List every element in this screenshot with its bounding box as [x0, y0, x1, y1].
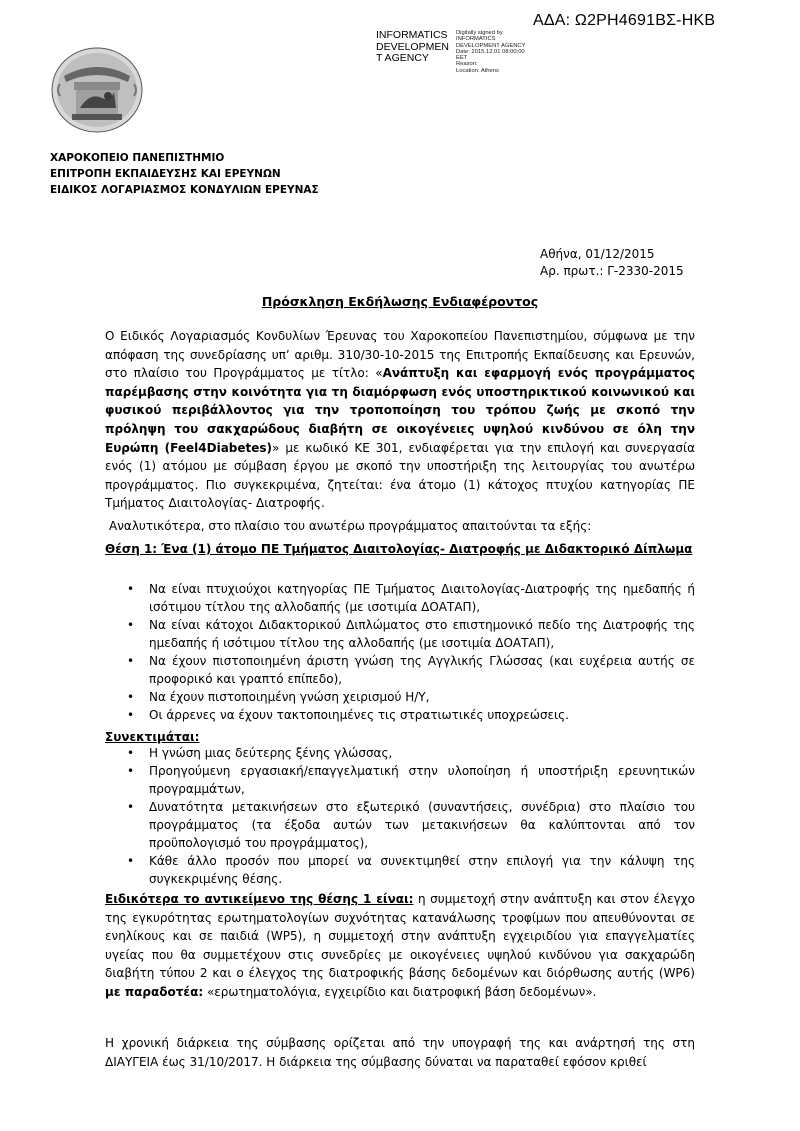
signature-meta-line: Date: 2015.12.01 08:00:00	[456, 48, 525, 55]
list-item: • Προηγούμενη εργασιακή/επαγγελματική στην υλοποίηση ή υποστήριξη ερευνητικών προγραμμάτων,	[149, 762, 695, 798]
university-logo-seal	[50, 46, 144, 134]
considered-list	[105, 744, 695, 888]
list-item: • Οι άρρενες να έχουν τακτοποιημένες τις στρατιωτικές υποχρεώσεις.	[149, 706, 695, 724]
signature-org-line: INFORMATICS	[376, 29, 448, 41]
committee-name: ΕΠΙΤΡΟΠΗ ΕΚΠΑΙΔΕΥΣΗΣ ΚΑΙ ΕΡΕΥΝΩΝ	[50, 168, 281, 180]
specifics-heading: Ειδικότερα το αντικείμενο της θέσης 1 είναι:	[105, 892, 414, 906]
list-item: • Να έχουν πιστοποιημένη άριστη γνώση της Αγγλικής Γλώσσας (και ευχέρεια αυτής σε προφορικό και γραπτό επίπεδο),	[149, 652, 695, 688]
analytic-line: Αναλυτικότερα, στο πλαίσιο του ανωτέρω προγράμματος απαιτούνται τα εξής:	[109, 519, 592, 533]
list-item: • Να έχουν πιστοποιημένη γνώση χειρισμού Η/Υ,	[149, 688, 695, 706]
duration-paragraph: Η χρονική διάρκεια της σύμβασης ορίζεται από την υπογραφή της και ανάρτησή της στη ΔΙΑΥΓΕΙΑ έως 31/10/2017. Η διάρκεια της σύμβασης δύναται να παραταθεί εφόσον κριθεί	[105, 1036, 695, 1069]
signature-meta-line: DEVELOPMENT AGENCY	[456, 42, 526, 49]
signature-meta-line: Reason:	[456, 61, 478, 68]
requirements-list	[105, 580, 695, 724]
position-heading: Θέση 1: Ένα (1) άτομο ΠΕ Τμήματος Διαιτολογίας- Διατροφής με Διδακτορικό Δίπλωμα	[105, 542, 693, 556]
signature-meta-line: Location: Athens	[456, 67, 499, 74]
institution-name: ΧΑΡΟΚΟΠΕΙΟ ΠΑΝΕΠΙΣΤΗΜΙΟ	[50, 152, 225, 164]
considered-heading: Συνεκτιμάται:	[105, 730, 200, 744]
date-line: Αθήνα, 01/12/2015	[540, 247, 655, 261]
deliverables-label: με παραδοτέα:	[105, 984, 204, 999]
intro-paragraph	[105, 327, 695, 513]
protocol-number: Αρ. πρωτ.: Γ-2330-2015	[540, 264, 684, 278]
institution-header	[50, 150, 319, 198]
account-name: ΕΙΔΙΚΟΣ ΛΟΓΑΡΙΑΣΜΟΣ ΚΟΝΔΥΛΙΩΝ ΕΡΕΥΝΑΣ	[50, 184, 319, 196]
signature-org-line: DEVELOPMEN	[376, 40, 449, 53]
list-item: • Να είναι κάτοχοι Διδακτορικού Διπλώματος στο επιστημονικό πεδίο της Διατροφής της ημεδαπής ή ισότιμου τίτλου της αλλοδαπής (με ισοτιμία ΔΟΑΤΑΠ),	[149, 616, 695, 652]
digital-signature-meta	[456, 30, 546, 74]
signature-meta-line: INFORMATICS	[456, 36, 496, 43]
ada-code: ΑΔΑ: Ω2ΡΗ4691ΒΣ-ΗΚΒ	[533, 12, 716, 29]
list-item: • Η γνώση μιας δεύτερης ξένης γλώσσας,	[149, 744, 695, 762]
document-title: Πρόσκληση Εκδήλωσης Ενδιαφέροντος	[261, 294, 539, 309]
deliverables-text: «ερωτηματολόγια, εγχειρίδιο και διατροφική βάση δεδομένων».	[203, 984, 597, 999]
signature-meta-line: Digitally signed by	[456, 30, 503, 36]
signature-org-line: T AGENCY	[376, 52, 429, 64]
specifics-text: η συμμετοχή στην ανάπτυξη και στον έλεγχο της εγκυρότητας ερωτηματολογίων συχνότητας κατανάλωσης τροφίμων που απευθύνονται σε ενηλίκους και σε παιδιά (WP5), η συμμετοχή στην ανάπτυξη εγχειριδίου για επαγγελματίες υγείας που θα συμμετέχουν στις συνεδρίες με οικογένειες υψηλού κινδύνου για σακχαρώδη διαβήτη τύπου 2 και ο έλεγχος της διατροφικής βάσης δεδομένων και διόρθωσης αυτής (WP6)	[105, 892, 695, 981]
digital-signature-org	[376, 30, 456, 65]
position-specifics-paragraph	[105, 890, 695, 1002]
program-title: Ανάπτυξη και εφαρμογή ενός προγράμματος παρέμβασης στην κοινότητα για τη διαμόρφωση ενός υποστηρικτικού κοινωνικού και φυσικού περιβάλλοντος για την τροποποίηση του τρόπου ζωής με σκοπό την πρόληψη του σακχαρώδους διαβήτη σε οικογένειες υψηλού κινδύνου σε όλη την Ευρώπη (Feel4Diabetes)	[105, 366, 696, 455]
date-block	[540, 246, 684, 280]
list-item: • Κάθε άλλο προσόν που μπορεί να συνεκτιμηθεί στην επιλογή για την κάλυψη της συγκεκριμένης θέσης.	[149, 852, 695, 888]
intro-text: Ο Ειδικός Λογαριασμός Κονδυλίων Έρευνας του Χαροκοπείου Πανεπιστημίου, σύμφωνα με την απόφαση της συνεδρίασης υπ’ αριθμ. 310/30-10-2015 της Επιτροπής Εκπαίδευσης και Ερευνών, στο πλαίσιο του Προγράμματος με τίτλο: «	[105, 329, 695, 381]
signature-meta-line: EET	[456, 55, 468, 62]
intro-text-end: » με κωδικό ΚΕ 301, ενδιαφέρεται για την επιλογή και συνεργασία ενός (1) ατόμου με σύμβαση έργου με σκοπό την υποστήριξη της λειτουργίας του ανωτέρω προγράμματος. Πιο συγκεκριμένα, ζητείται: ένα άτομο (1) κάτοχος πτυχίου κατηγορίας ΠΕ Τμήματος Διαιτολογίας- Διατροφής.	[105, 440, 695, 511]
list-item: • Να είναι πτυχιούχοι κατηγορίας ΠΕ Τμήματος Διαιτολογίας-Διατροφής της ημεδαπής ή ισότιμου τίτλου της αλλοδαπής (με ισοτιμία ΔΟΑΤΑΠ),	[149, 580, 695, 616]
list-item: • Δυνατότητα μετακινήσεων στο εξωτερικό (συναντήσεις, συνέδρια) στο πλαίσιο του προγράμματος (τα έξοδα αυτών των μετακινήσεων θα καλύπτονται από τον προϋπολογισμό του προγράμματος),	[149, 798, 695, 852]
